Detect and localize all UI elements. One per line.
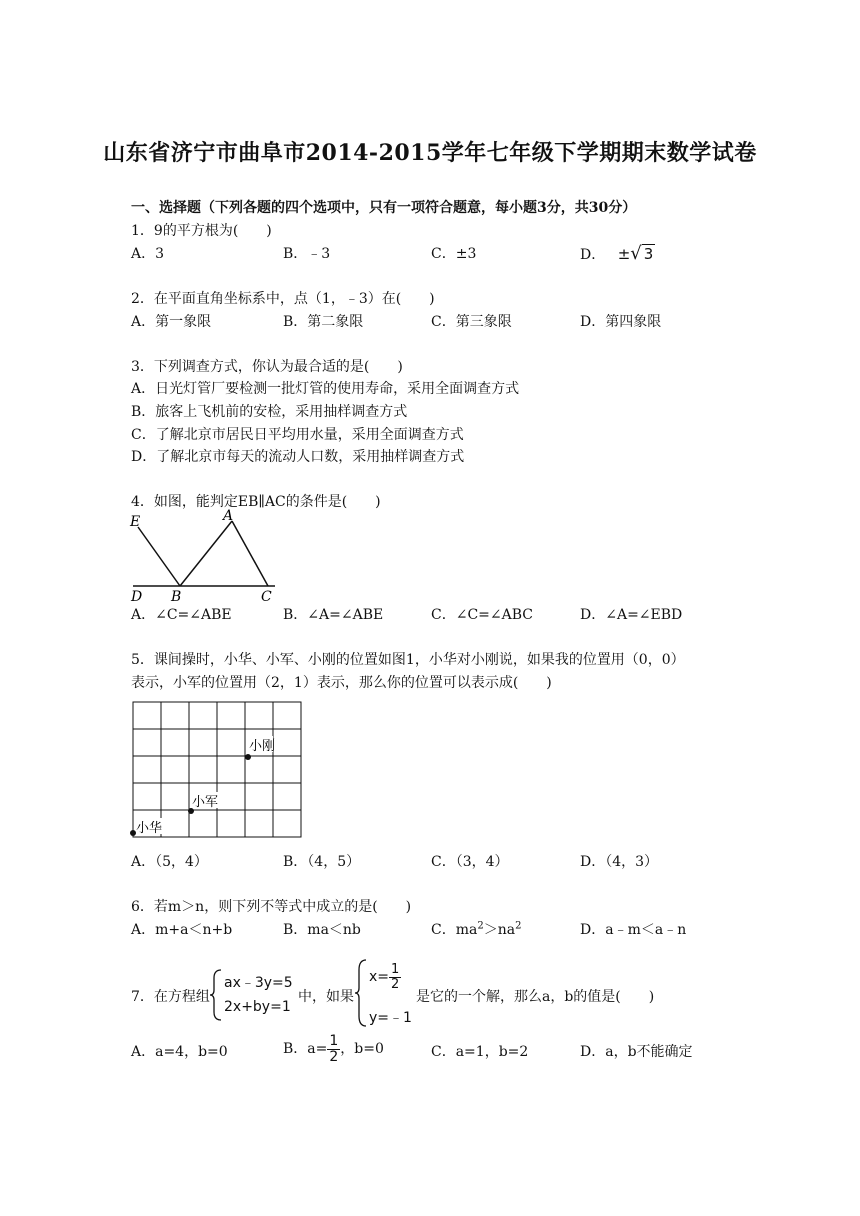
label-a: A — [223, 508, 234, 524]
q2-option-c: C．第三象限 — [431, 314, 512, 330]
left-brace-icon — [209, 968, 223, 1022]
q1-option-b: B．﹣3 — [283, 246, 331, 262]
q6-c-exponent-1: 2 — [477, 920, 484, 932]
q2-option-d: D．第四象限 — [580, 314, 662, 330]
label-c: C — [261, 589, 272, 602]
q7-option-b — [283, 1034, 384, 1064]
point-xiaogang — [245, 754, 251, 760]
q4-geometry-figure — [125, 506, 285, 602]
b-denominator: 2 — [329, 1048, 339, 1065]
radicand: 3 — [643, 245, 654, 263]
q5-option-d: D．（4，3） — [580, 854, 659, 870]
question-5-stem-line-2: 表示，小军的位置用（2，1）表示，那么你的位置可以表示成( ) — [131, 675, 552, 691]
q4-option-b: B．∠A=∠ABE — [283, 607, 384, 623]
q1-option-a: A．3 — [131, 246, 165, 262]
section-heading: 一、选择题（下列各题的四个选项中，只有一项符合题意，每小题3分，共30分） — [131, 200, 637, 216]
q6-c-part-1: C．ma — [431, 922, 478, 938]
left-brace-icon — [354, 958, 368, 1028]
q3-option-d: D．了解北京市每天的流动人口数，采用抽样调查方式 — [131, 449, 465, 465]
q7-option-c: C．a=1，b=2 — [431, 1044, 529, 1060]
question-3-stem: 3．下列调查方式，你认为最合适的是( ) — [131, 359, 403, 375]
q7-stem-part-2: 中，如果 — [298, 989, 354, 1005]
label-b: B — [171, 589, 182, 602]
question-5-stem-line-1: 5．课间操时，小华、小军、小刚的位置如图1，小华对小刚说，如果我的位置用（0，0） — [131, 652, 685, 668]
q6-option-c — [431, 919, 521, 939]
q2-option-b: B．第二象限 — [283, 314, 364, 330]
b-numerator: 1 — [329, 1033, 339, 1049]
question-4-stem: 4．如图，能判定EB∥AC的条件是( ) — [131, 494, 381, 510]
q1-option-d-label: D． — [580, 247, 606, 263]
x-denominator: 2 — [391, 976, 400, 992]
segment-ac — [232, 521, 268, 586]
q7-option-a: A．a=4，b=0 — [131, 1044, 228, 1060]
q6-option-d: D．a﹣m＜a﹣n — [580, 922, 687, 938]
solution-x — [369, 963, 401, 991]
equation-2: 2x+by=1 — [224, 999, 291, 1015]
q4-option-c: C．∠C=∠ABC — [431, 607, 533, 623]
q7-option-d: D．a，b不能确定 — [580, 1044, 693, 1060]
q4-option-a: A．∠C=∠ABE — [131, 607, 232, 623]
q3-option-a: A．日光灯管厂要检测一批灯管的使用寿命，采用全面调查方式 — [131, 381, 520, 397]
plus-minus-sign: ± — [617, 245, 631, 263]
radical-icon: √ — [630, 243, 642, 264]
label-xiaogang: 小刚 — [249, 739, 276, 754]
q1-option-d — [580, 243, 655, 264]
q6-option-b: B．ma＜nb — [283, 922, 361, 938]
equation-1: ax﹣3y=5 — [224, 975, 293, 991]
q7-b-label: B．a= — [283, 1041, 328, 1058]
q5-option-a: A．（5，4） — [131, 854, 208, 870]
label-xiaojun: 小军 — [192, 795, 219, 810]
label-e: E — [130, 514, 141, 530]
q6-option-a: A．m+a＜n+b — [131, 922, 233, 938]
label-xiaohua: 小华 — [136, 821, 163, 836]
segment-ba — [180, 521, 232, 586]
question-1-stem: 1．9的平方根为( ) — [131, 223, 272, 239]
q7-b-rest: ，b=0 — [340, 1041, 384, 1058]
q3-option-c: C．了解北京市居民日平均用水量，采用全面调查方式 — [131, 427, 464, 443]
grid-lines — [133, 702, 301, 837]
solution-y: y=﹣1 — [369, 1010, 412, 1026]
q5-option-c: C．（3，4） — [431, 854, 509, 870]
q1-option-c: C．±3 — [431, 246, 477, 262]
question-2-stem: 2．在平面直角坐标系中，点（1，﹣3）在( ) — [131, 291, 435, 307]
solution-x-label: x= — [369, 969, 390, 986]
question-6-stem: 6．若m＞n，则下列不等式中成立的是( ) — [131, 899, 412, 915]
q7-stem-part-3: 是它的一个解，那么a，b的值是( ) — [416, 989, 655, 1005]
q7-stem-part-1: 7．在方程组 — [131, 989, 210, 1005]
q3-option-b: B．旅客上飞机前的安检，采用抽样调查方式 — [131, 404, 408, 420]
q5-grid-figure — [128, 700, 308, 842]
segment-eb — [138, 527, 180, 586]
x-numerator: 1 — [391, 962, 400, 977]
page-title: 山东省济宁市曲阜市2014-2015学年七年级下学期期末数学试卷 — [103, 140, 757, 166]
q4-option-d: D．∠A=∠EBD — [580, 607, 683, 623]
q5-option-b: B．（4，5） — [283, 854, 361, 870]
label-d: D — [131, 589, 143, 602]
q6-c-part-2: ＞na — [483, 922, 516, 938]
q2-option-a: A．第一象限 — [131, 314, 212, 330]
q6-c-exponent-2: 2 — [515, 920, 522, 932]
